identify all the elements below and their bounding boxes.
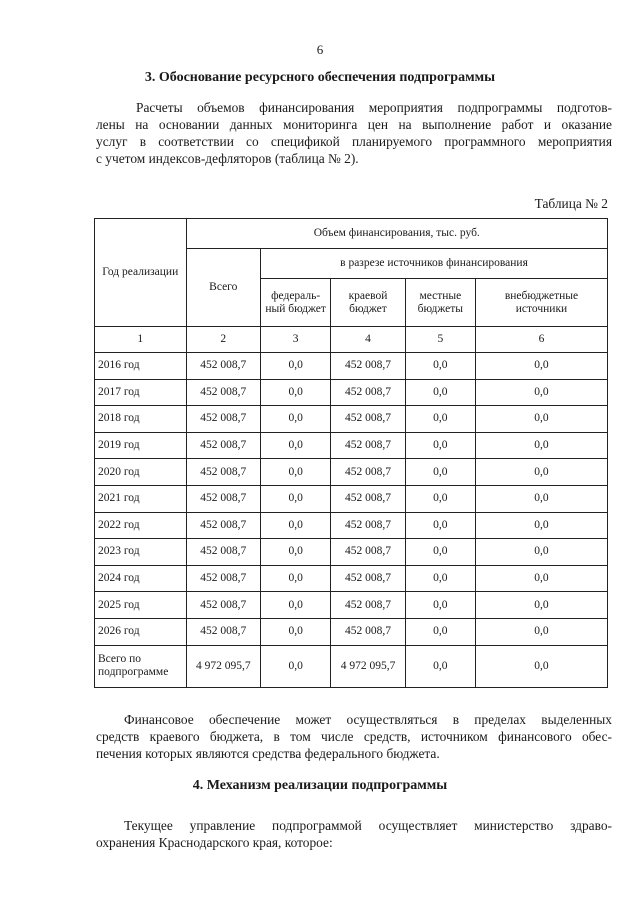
column-number: 3 bbox=[261, 327, 331, 353]
table-row bbox=[95, 565, 608, 592]
row-extrabudget: 0,0 bbox=[475, 592, 607, 619]
row-local: 0,0 bbox=[405, 432, 475, 459]
row-extrabudget: 0,0 bbox=[475, 512, 607, 539]
row-extrabudget: 0,0 bbox=[475, 353, 607, 380]
row-local: 0,0 bbox=[405, 353, 475, 380]
row-federal: 0,0 bbox=[261, 485, 331, 512]
row-federal: 0,0 bbox=[261, 353, 331, 380]
row-local: 0,0 bbox=[405, 379, 475, 406]
table-row bbox=[95, 592, 608, 619]
row-total: 452 008,7 bbox=[186, 618, 261, 645]
row-extrabudget: 0,0 bbox=[475, 459, 607, 486]
table-row bbox=[95, 618, 608, 645]
row-year: 2026 год bbox=[95, 618, 187, 645]
row-local: 0,0 bbox=[405, 485, 475, 512]
row-extrabudget: 0,0 bbox=[475, 485, 607, 512]
column-number: 2 bbox=[186, 327, 261, 353]
table-row bbox=[95, 539, 608, 566]
column-number: 6 bbox=[475, 327, 607, 353]
row-federal: 0,0 bbox=[261, 512, 331, 539]
table-row bbox=[95, 512, 608, 539]
row-total: 452 008,7 bbox=[186, 432, 261, 459]
row-federal: 0,0 bbox=[261, 432, 331, 459]
row-year: 2023 год bbox=[95, 539, 187, 566]
section-4-heading: 4. Механизм реализации подпрограммы bbox=[192, 778, 448, 793]
paragraph-line: Финансовое обеспечение может осуществляться в пределах выделенных bbox=[124, 712, 612, 727]
row-federal: 0,0 bbox=[261, 539, 331, 566]
total-row-label: Всего по подпрограмме bbox=[95, 645, 187, 687]
header-volume: Объем финансирования, тыс. руб. bbox=[186, 219, 607, 249]
paragraph-line: печения которых являются средства федерального бюджета. bbox=[96, 746, 440, 761]
row-total: 452 008,7 bbox=[186, 459, 261, 486]
table-row bbox=[95, 459, 608, 486]
table-header-row bbox=[95, 219, 608, 249]
row-local: 0,0 bbox=[405, 512, 475, 539]
total-row-local: 0,0 bbox=[405, 645, 475, 687]
total-row-total: 4 972 095,7 bbox=[186, 645, 261, 687]
table-row bbox=[95, 379, 608, 406]
table-row bbox=[95, 485, 608, 512]
row-year: 2022 год bbox=[95, 512, 187, 539]
row-federal: 0,0 bbox=[261, 379, 331, 406]
row-year: 2019 год bbox=[95, 432, 187, 459]
header-regional: краевой бюджет bbox=[331, 279, 406, 327]
row-regional: 452 008,7 bbox=[331, 432, 406, 459]
section-3-heading: 3. Обоснование ресурсного обеспечения подпрограммы bbox=[144, 70, 496, 85]
row-regional: 452 008,7 bbox=[331, 539, 406, 566]
row-federal: 0,0 bbox=[261, 459, 331, 486]
row-total: 452 008,7 bbox=[186, 512, 261, 539]
row-local: 0,0 bbox=[405, 459, 475, 486]
row-federal: 0,0 bbox=[261, 565, 331, 592]
row-local: 0,0 bbox=[405, 565, 475, 592]
row-year: 2025 год bbox=[95, 592, 187, 619]
row-total: 452 008,7 bbox=[186, 485, 261, 512]
row-local: 0,0 bbox=[405, 406, 475, 433]
row-extrabudget: 0,0 bbox=[475, 432, 607, 459]
header-year: Год реализации bbox=[95, 219, 187, 327]
table-label: Таблица № 2 bbox=[534, 196, 608, 211]
row-year: 2016 год bbox=[95, 353, 187, 380]
row-year: 2017 год bbox=[95, 379, 187, 406]
paragraph-line: лены на основании данных мониторинга цен на выполнение работ и оказание bbox=[96, 117, 612, 132]
row-local: 0,0 bbox=[405, 539, 475, 566]
row-extrabudget: 0,0 bbox=[475, 539, 607, 566]
row-regional: 452 008,7 bbox=[331, 512, 406, 539]
row-regional: 452 008,7 bbox=[331, 618, 406, 645]
row-regional: 452 008,7 bbox=[331, 592, 406, 619]
row-total: 452 008,7 bbox=[186, 539, 261, 566]
row-total: 452 008,7 bbox=[186, 406, 261, 433]
header-extrabudget: внебюджетные источники bbox=[475, 279, 607, 327]
row-total: 452 008,7 bbox=[186, 592, 261, 619]
financing-note-paragraph bbox=[96, 711, 612, 762]
header-total: Всего bbox=[186, 249, 261, 327]
row-year: 2024 год bbox=[95, 565, 187, 592]
page-number: 6 bbox=[316, 42, 324, 57]
paragraph-line: Текущее управление подпрограммой осуществляет министерство здраво- bbox=[124, 818, 612, 833]
table-row bbox=[95, 353, 608, 380]
section-4-paragraph bbox=[96, 817, 612, 851]
column-number: 1 bbox=[95, 327, 187, 353]
row-federal: 0,0 bbox=[261, 618, 331, 645]
row-year: 2021 год bbox=[95, 485, 187, 512]
row-federal: 0,0 bbox=[261, 592, 331, 619]
table-row bbox=[95, 406, 608, 433]
row-federal: 0,0 bbox=[261, 406, 331, 433]
row-regional: 452 008,7 bbox=[331, 406, 406, 433]
paragraph-line: средств краевого бюджета, в том числе средств, источником финансового обес- bbox=[96, 729, 612, 744]
table-row bbox=[95, 432, 608, 459]
total-row-federal: 0,0 bbox=[261, 645, 331, 687]
row-regional: 452 008,7 bbox=[331, 485, 406, 512]
row-total: 452 008,7 bbox=[186, 565, 261, 592]
row-regional: 452 008,7 bbox=[331, 459, 406, 486]
paragraph-line: с учетом индексов-дефляторов (таблица № 2). bbox=[96, 151, 359, 166]
paragraph-line: Расчеты объемов финансирования мероприятия подпрограммы подготов- bbox=[136, 100, 612, 115]
section-3-paragraph bbox=[96, 99, 612, 167]
row-year: 2020 год bbox=[95, 459, 187, 486]
total-row bbox=[95, 645, 608, 687]
column-number: 4 bbox=[331, 327, 406, 353]
total-row-regional: 4 972 095,7 bbox=[331, 645, 406, 687]
row-total: 452 008,7 bbox=[186, 379, 261, 406]
column-numbers-row bbox=[95, 327, 608, 353]
row-extrabudget: 0,0 bbox=[475, 406, 607, 433]
row-extrabudget: 0,0 bbox=[475, 565, 607, 592]
row-regional: 452 008,7 bbox=[331, 353, 406, 380]
row-local: 0,0 bbox=[405, 618, 475, 645]
row-year: 2018 год bbox=[95, 406, 187, 433]
header-federal: федераль-ный бюджет bbox=[261, 279, 331, 327]
row-regional: 452 008,7 bbox=[331, 379, 406, 406]
row-local: 0,0 bbox=[405, 592, 475, 619]
column-number: 5 bbox=[405, 327, 475, 353]
row-total: 452 008,7 bbox=[186, 353, 261, 380]
header-local: местные бюджеты bbox=[405, 279, 475, 327]
financing-table bbox=[94, 218, 608, 688]
paragraph-line: услуг в соответствии со спецификой планируемого программного мероприятия bbox=[96, 134, 612, 149]
total-row-extrabudget: 0,0 bbox=[475, 645, 607, 687]
header-sources: в разрезе источников финансирования bbox=[261, 249, 608, 279]
row-regional: 452 008,7 bbox=[331, 565, 406, 592]
paragraph-line: охранения Краснодарского края, которое: bbox=[96, 835, 333, 850]
row-extrabudget: 0,0 bbox=[475, 379, 607, 406]
row-extrabudget: 0,0 bbox=[475, 618, 607, 645]
